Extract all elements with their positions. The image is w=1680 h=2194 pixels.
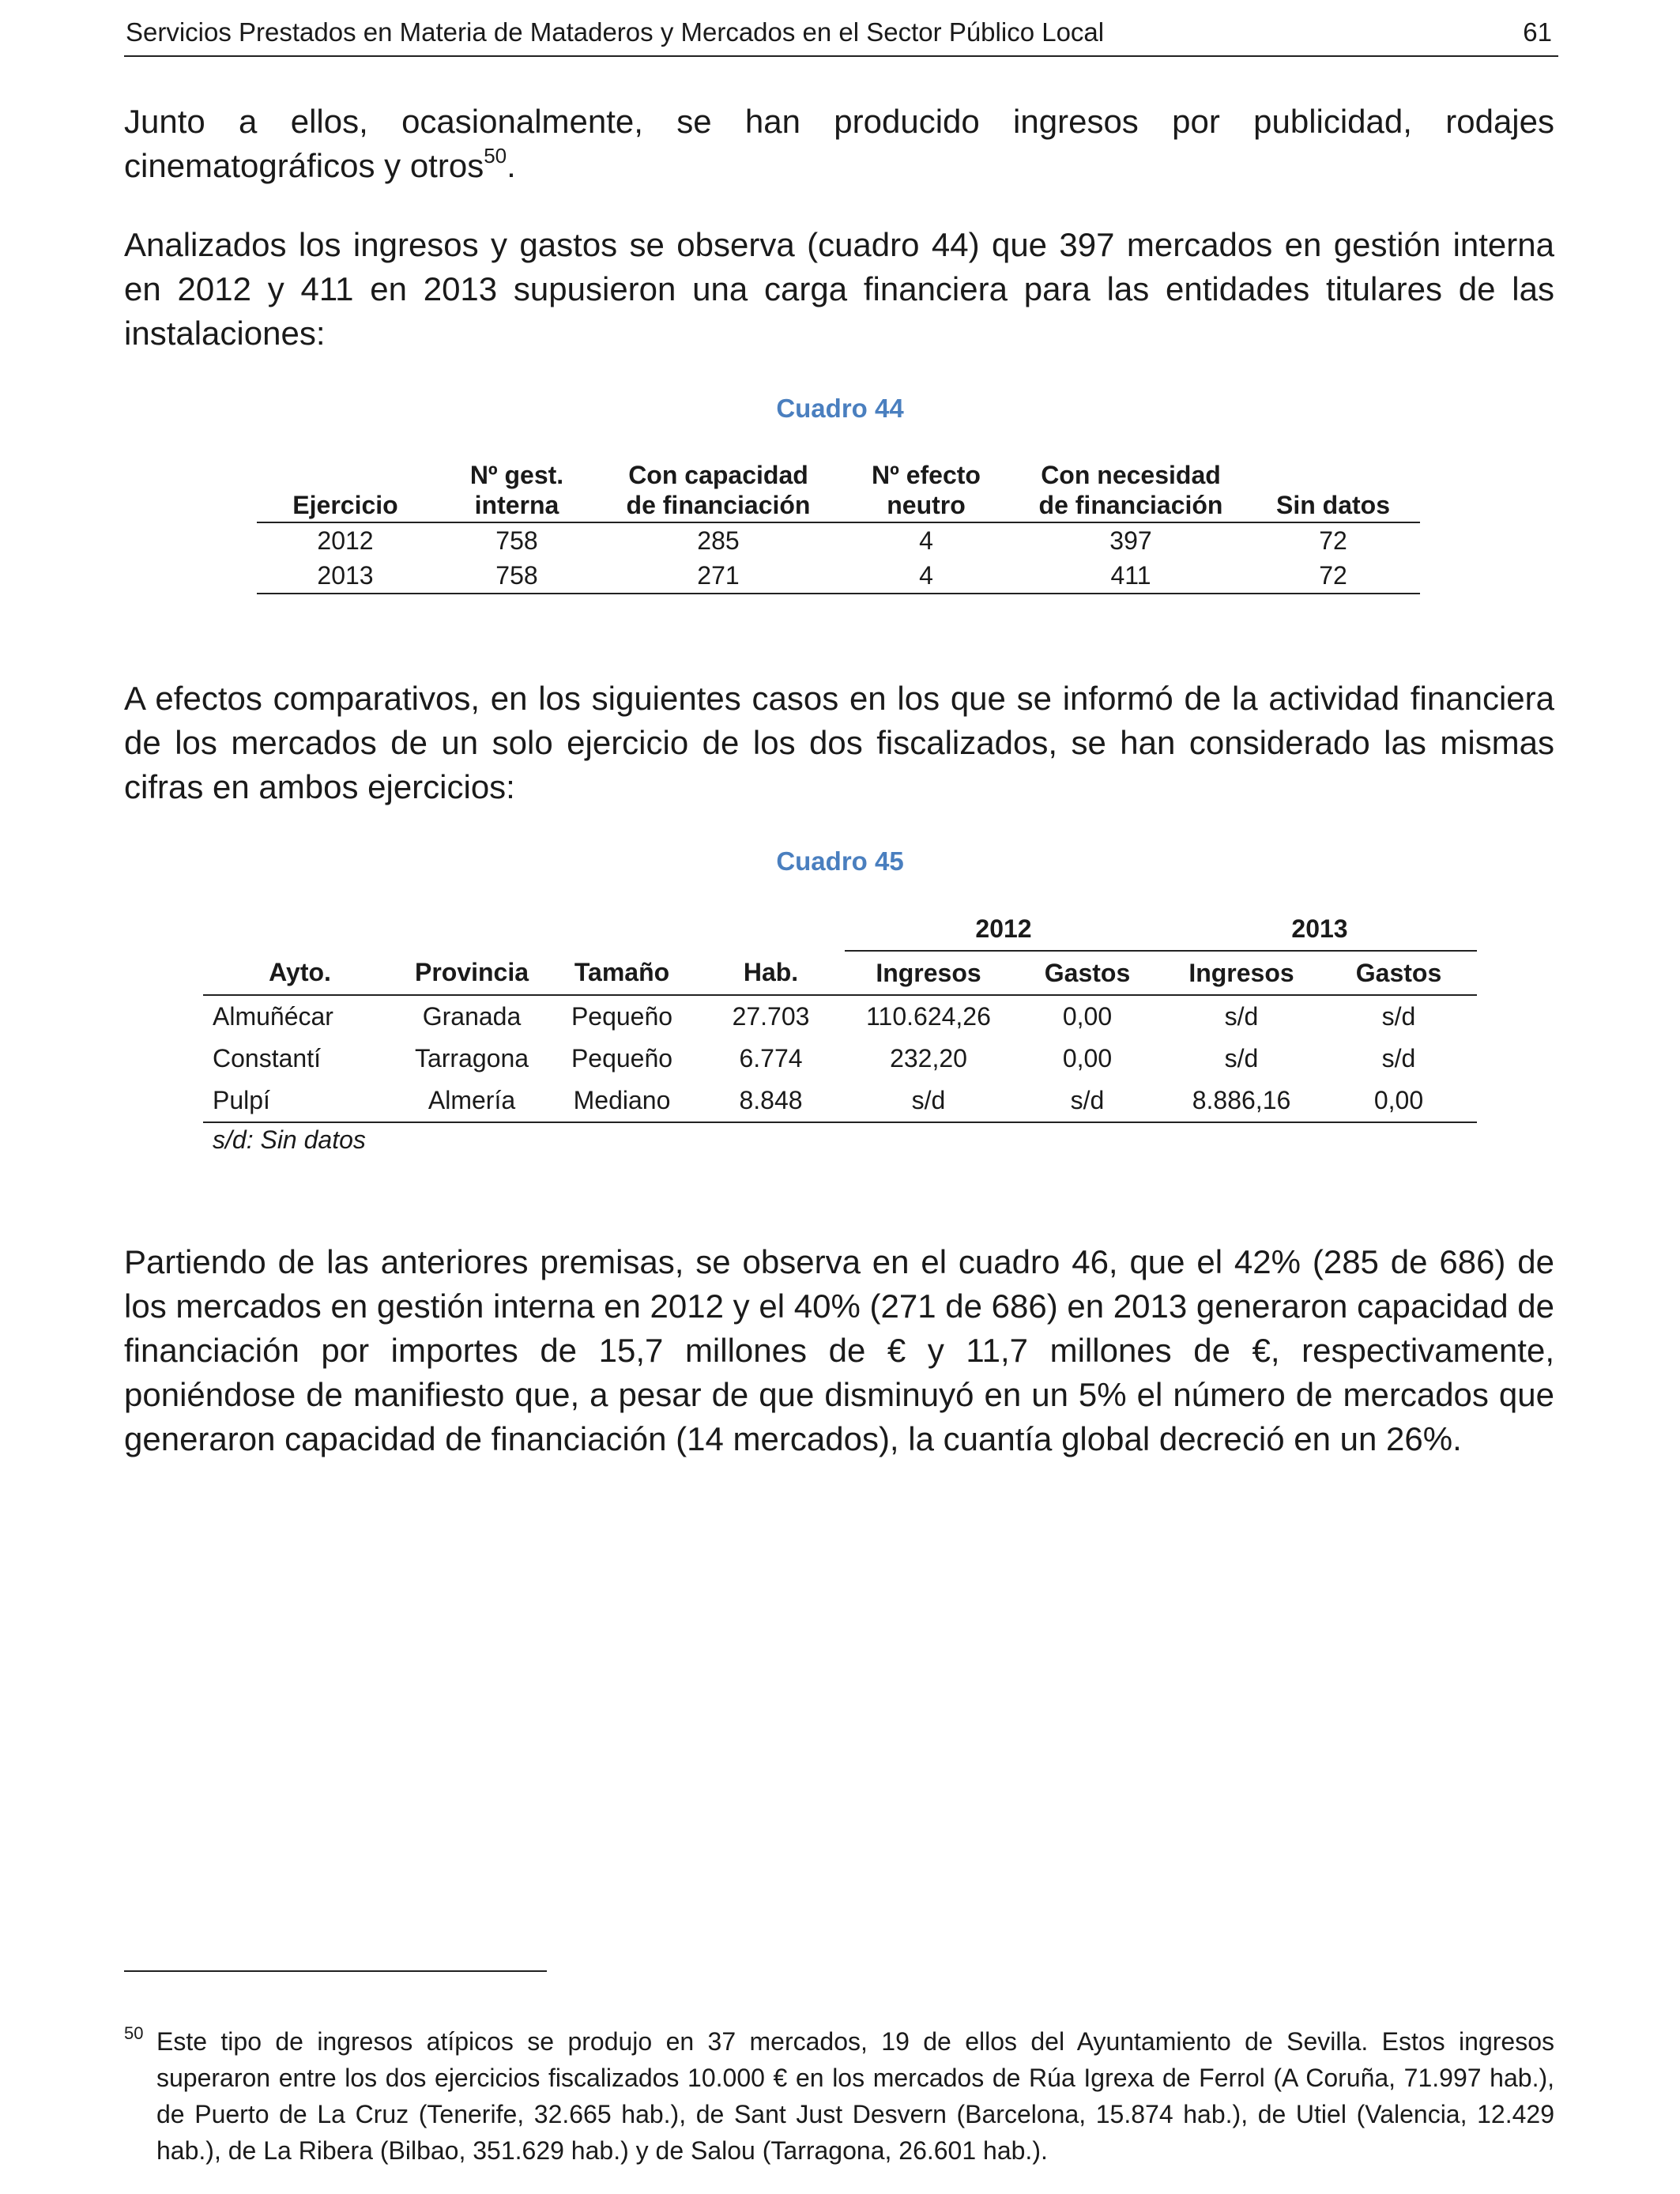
footnote-divider	[124, 1970, 547, 1972]
paragraph-3: A efectos comparativos, en los siguientes casos en los que se informó de la actividad financiera de los mercados de un solo ejercicio de los dos fiscalizados, se han considerado las mismas cifras en ambos ejercicios:	[124, 680, 1554, 805]
empty-header	[547, 907, 697, 951]
cell: 27.703	[732, 1002, 810, 1031]
col-header-line: Nº gest.	[469, 461, 564, 489]
paragraph-1-end: .	[507, 147, 516, 184]
cell: 411	[1015, 558, 1246, 594]
cell: 6.774	[739, 1044, 803, 1072]
cell: 232,20	[890, 1044, 967, 1072]
cell: s/d	[845, 1080, 1012, 1122]
year-header-row	[203, 907, 1477, 951]
cuadro-44-table	[257, 460, 1420, 594]
year-header-2013: 2013	[1162, 907, 1477, 951]
table-row	[257, 558, 1420, 594]
cuadro-45-caption: Cuadro 45	[776, 846, 904, 876]
footnote-ref-50[interactable]: 50	[484, 144, 507, 168]
cell: Tarragona	[414, 1044, 529, 1072]
col-header-ejercicio: Ejercicio	[257, 460, 434, 522]
table-row	[203, 1038, 1477, 1080]
cell: 0,00	[1062, 1002, 1113, 1031]
col-header-tamano: Tamaño	[547, 951, 697, 995]
footnote-text: Este tipo de ingresos atípicos se produjo en 37 mercados, 19 de ellos del Ayuntamiento de Sevilla. Estos ingresos superaron entre los dos ejercicios fiscalizados 10.000 € en los mercados de Rúa Igrexa de Ferrol (A Coruña, 71.997 hab.), de Puerto de La Cruz (Tenerife, 32.665 hab.), de Sant Just Desvern (Barcelona, 15.874 hab.), de Utiel (Valencia, 12.429 hab.), de La Ribera (Bilbao, 351.629 hab.) y de Salou (Tarragona, 26.601 hab.).	[156, 2027, 1554, 2165]
cell: 8.886,16	[1162, 1080, 1320, 1122]
table-row	[203, 995, 1477, 1038]
empty-header	[397, 907, 547, 951]
table-row	[257, 522, 1420, 558]
col-header-ingresos-2013: Ingresos	[1162, 951, 1320, 995]
cell: 0,00	[1062, 1044, 1113, 1072]
col-header-line: Con capacidad	[628, 461, 808, 489]
table-header-row	[257, 460, 1420, 522]
table-row	[203, 1080, 1477, 1122]
cell: Pequeño	[571, 1044, 673, 1072]
cell: 110.624,26	[866, 1002, 991, 1031]
col-header-efecto-neutro	[837, 460, 1015, 522]
col-header-con-necesidad	[1015, 460, 1246, 522]
cuadro-44-caption: Cuadro 44	[776, 394, 904, 423]
col-header-gest-interna	[434, 460, 600, 522]
table-note: s/d: Sin datos	[213, 1125, 366, 1154]
paragraph-4: Partiendo de las anteriores premisas, se observa en el cuadro 46, que el 42% (285 de 686) de los mercados en gestión interna en 2012 y el 40% (271 de 686) en 2013 generaron capacidad de financiación por importes de 15,7 millones de € y 11,7 millones de €, respectivamente, poniéndose de manifiesto que, a pesar de que disminuyó en un 5% el número de mercados que generaron capacidad de financiación (14 mercados), la cuantía global decreció en un 26%.	[124, 1243, 1554, 1457]
running-header	[124, 14, 1558, 57]
col-header-ayto: Ayto.	[203, 951, 397, 995]
cell: 397	[1109, 526, 1152, 555]
cell: 2013	[257, 558, 434, 594]
col-header-line: interna	[474, 491, 559, 519]
col-header-line: Con necesidad	[1041, 461, 1221, 489]
footnote-number: 50	[124, 2023, 144, 2043]
col-header-sin-datos: Sin datos	[1246, 460, 1420, 522]
cell: Almuñécar	[213, 1002, 333, 1031]
col-header-line: de financiación	[626, 491, 811, 519]
paragraph-1-text: Junto a ellos, ocasionalmente, se han producido ingresos por publicidad, rodajes cinematográficos y otros	[124, 103, 1554, 184]
empty-header	[203, 907, 397, 951]
col-header-provincia: Provincia	[397, 951, 547, 995]
table-header-row	[203, 951, 1477, 995]
col-header-line: de financiación	[1038, 491, 1223, 519]
cell: s/d	[1224, 1002, 1259, 1031]
cell: s/d	[1224, 1044, 1259, 1072]
cell: 8.848	[697, 1080, 845, 1122]
cell: 72	[1246, 558, 1420, 594]
cell: 271	[600, 558, 837, 594]
cell: Pequeño	[571, 1002, 673, 1031]
footnote-50	[124, 2023, 1554, 2169]
col-header-line: neutro	[887, 491, 966, 519]
cell: s/d	[1012, 1080, 1162, 1122]
cell: Granada	[422, 1002, 522, 1031]
col-header-gastos-2013: Gastos	[1320, 951, 1477, 995]
paragraph-1	[124, 100, 1554, 188]
col-header-con-capacidad	[600, 460, 837, 522]
cell: 0,00	[1320, 1080, 1477, 1122]
col-header-ingresos-2012: Ingresos	[845, 951, 1012, 995]
col-header-hab: Hab.	[697, 951, 845, 995]
cell: Constantí	[213, 1044, 321, 1072]
paragraph-2: Analizados los ingresos y gastos se observa (cuadro 44) que 397 mercados en gestión interna en 2012 y 411 en 2013 supusieron una carga financiera para las entidades titulares de las instalaciones:	[124, 226, 1554, 352]
cell: 72	[1319, 526, 1347, 555]
cell: s/d	[1381, 1002, 1416, 1031]
cell: 2012	[317, 526, 374, 555]
year-header-2012: 2012	[845, 907, 1162, 951]
cell: 285	[697, 526, 740, 555]
cell: 758	[495, 526, 538, 555]
page-number: 61	[1523, 17, 1552, 47]
cell: Pulpí	[203, 1080, 397, 1122]
cell: 4	[837, 558, 1015, 594]
col-header-line: Nº efecto	[872, 461, 981, 489]
cuadro-45-table	[203, 907, 1477, 1123]
cell: s/d	[1381, 1044, 1416, 1072]
header-title: Servicios Prestados en Materia de Mataderos y Mercados en el Sector Público Local	[126, 17, 1105, 47]
cell: 4	[919, 526, 933, 555]
cell: 758	[434, 558, 600, 594]
col-header-gastos-2012: Gastos	[1012, 951, 1162, 995]
empty-header	[697, 907, 845, 951]
cell: Mediano	[547, 1080, 697, 1122]
cell: Almería	[397, 1080, 547, 1122]
